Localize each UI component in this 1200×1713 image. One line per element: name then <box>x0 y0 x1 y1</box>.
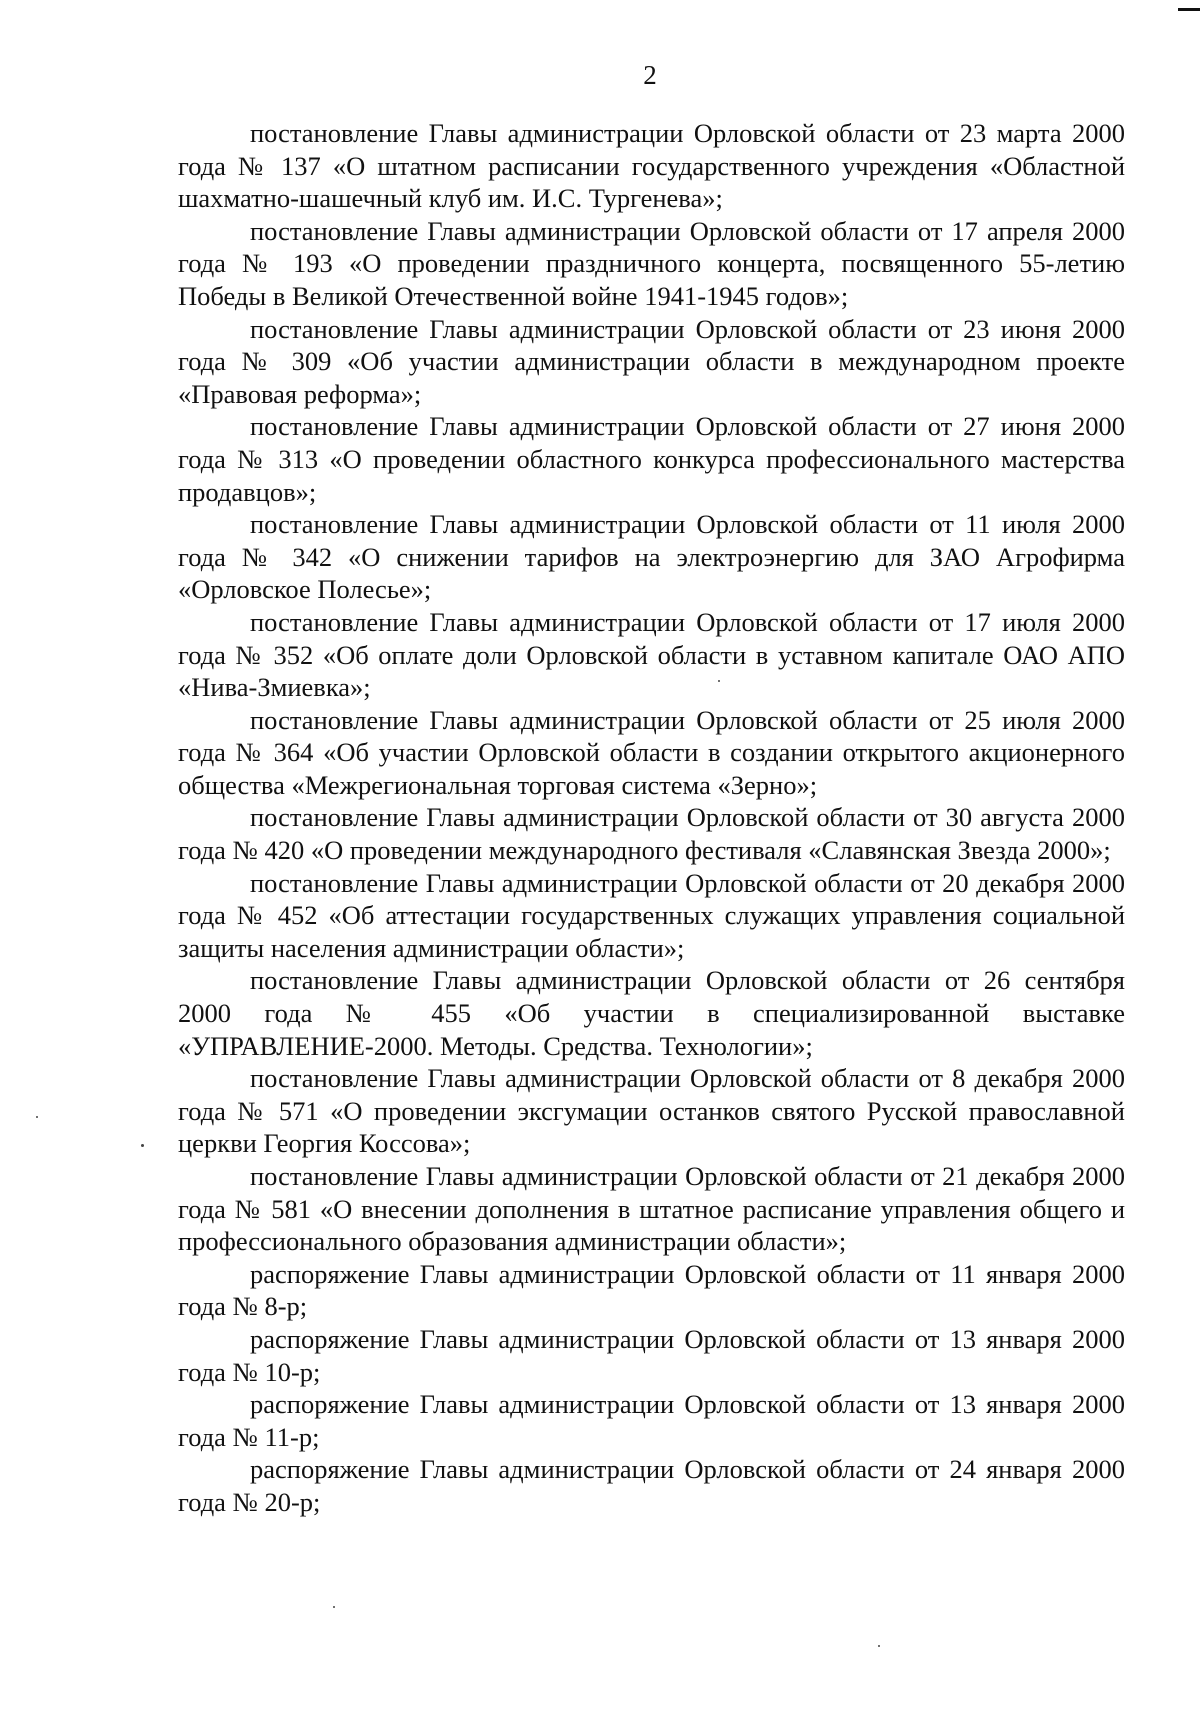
list-item: постановление Главы администрации Орловской области от 21 декабря 2000 года № 581 «О внесении дополнения в штатное расписание управления общего и профессионального образования администрации области»; <box>178 1161 1125 1257</box>
scan-speck <box>718 680 720 682</box>
list-item: постановление Главы администрации Орловской области от 23 марта 2000 года № 137 «О штатном расписании государственного учреждения «Областной шахматно-шашечный клуб им. И.С. Тургенева»; <box>178 118 1125 214</box>
list-item: распоряжение Главы администрации Орловской области от 11 января 2000 года № 8-р; <box>178 1258 1125 1322</box>
list-item: распоряжение Главы администрации Орловской области от 24 января 2000 года № 20-р; <box>178 1454 1125 1517</box>
list-item: постановление Главы администрации Орловской области от 8 декабря 2000 года № 571 «О проведении эксгумации останков святого Русской православной церкви Георгия Коссова»; <box>178 1063 1125 1159</box>
scan-speck <box>141 1144 144 1147</box>
list-item: распоряжение Главы администрации Орловской области от 13 января 2000 года № 11-р; <box>178 1389 1125 1452</box>
list-item: постановление Главы администрации Орловской области от 17 июля 2000 года № 352 «Об оплате доли Орловской области в уставном капитале ОАО АПО «Нива-Змиевка»; <box>178 606 1125 703</box>
document-body <box>178 117 1125 1519</box>
list-item: постановление Главы администрации Орловской области от 26 сентября 2000 года № 455 «Об участии в специализированной выставке «УПРАВЛЕНИЕ-2000. Методы. Средства. Технологии»; <box>178 965 1125 1061</box>
scan-speck <box>36 1116 38 1118</box>
list-item: постановление Главы администрации Орловской области от 11 июля 2000 года № 342 «О снижении тарифов на электроэнергию для ЗАО Агрофирма «Орловское Полесье»; <box>178 509 1125 605</box>
list-item: постановление Главы администрации Орловской области от 20 декабря 2000 года № 452 «Об аттестации государственных служащих управления социальной защиты населения администрации области»; <box>178 867 1125 963</box>
list-item: распоряжение Главы администрации Орловской области от 13 января 2000 года № 10-р; <box>178 1323 1125 1387</box>
list-item: постановление Главы администрации Орловской области от 17 апреля 2000 года № 193 «О проведении праздничного концерта, посвященного 55-летию Победы в Великой Отечественной войне 1941-1945 годов»; <box>178 215 1125 311</box>
page-number: 2 <box>643 60 657 90</box>
corner-scan-mark <box>1178 8 1200 11</box>
list-item: постановление Главы администрации Орловской области от 27 июня 2000 года № 313 «О проведении областного конкурса профессионального мастерства продавцов»; <box>178 411 1125 507</box>
list-item: постановление Главы администрации Орловской области от 23 июня 2000 года № 309 «Об участии администрации области в международном проекте «Правовая реформа»; <box>178 313 1125 409</box>
scan-speck <box>878 1645 880 1647</box>
list-item: постановление Главы администрации Орловской области от 30 августа 2000 года № 420 «О проведении международного фестиваля «Славянская Звезда 2000»; <box>178 802 1125 866</box>
list-item: постановление Главы администрации Орловской области от 25 июля 2000 года № 364 «Об участии Орловской области в создании открытого акционерного общества «Межрегиональная торговая система «Зерно»; <box>178 704 1125 800</box>
scan-speck <box>333 1606 335 1608</box>
